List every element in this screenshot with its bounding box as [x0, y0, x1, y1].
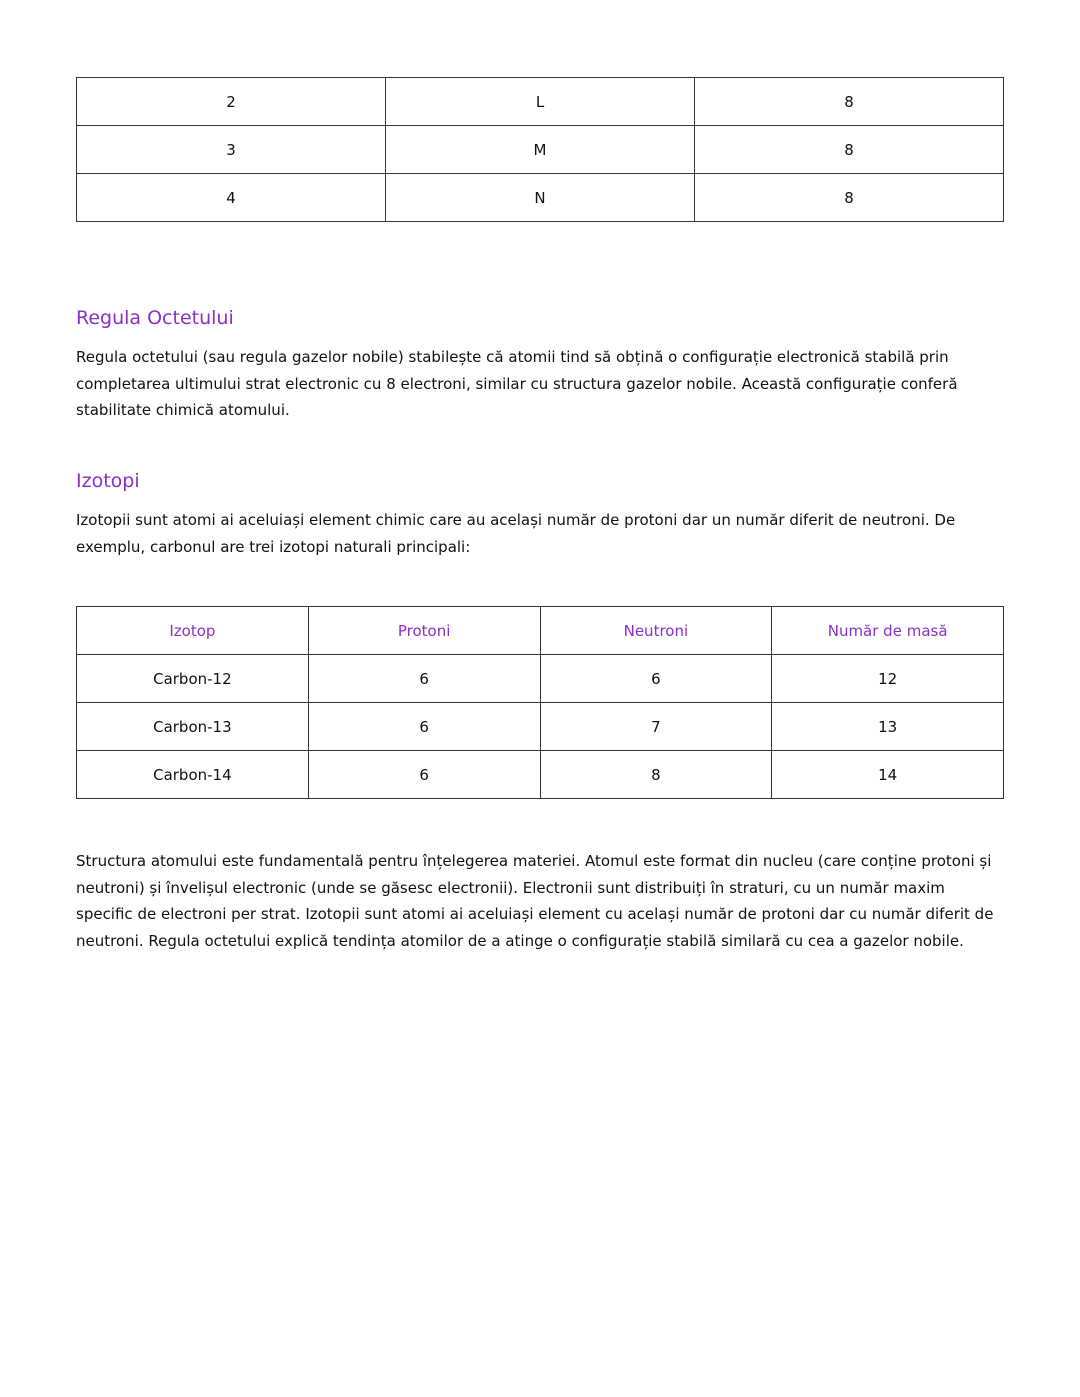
column-header-protons: Protoni [308, 607, 540, 655]
shell-letter-cell: L [386, 78, 695, 126]
isotope-cell: Carbon-12 [77, 655, 309, 703]
table-row [77, 703, 1004, 751]
isotope-cell: Carbon-14 [77, 751, 309, 799]
shell-capacity-cell: 8 [695, 78, 1004, 126]
column-header-mass-number: Număr de masă [772, 607, 1004, 655]
protons-cell: 6 [308, 751, 540, 799]
table-header-row [77, 607, 1004, 655]
shell-number-cell: 4 [77, 174, 386, 222]
table-row [77, 655, 1004, 703]
shell-letter-cell: N [386, 174, 695, 222]
column-header-isotope: Izotop [77, 607, 309, 655]
table-row [77, 126, 1004, 174]
shell-capacity-cell: 8 [695, 174, 1004, 222]
isotopes-paragraph: Izotopii sunt atomi ai aceluiași element chimic care au același număr de protoni dar un număr diferit de neutroni. De exemplu, carbonul are trei izotopi naturali principali: [76, 511, 956, 556]
table-row [77, 751, 1004, 799]
mass-number-cell: 12 [772, 655, 1004, 703]
electron-shells-table [76, 77, 1004, 222]
protons-cell: 6 [308, 655, 540, 703]
table-row [77, 174, 1004, 222]
isotopes-table [76, 606, 1004, 799]
shell-number-cell: 3 [77, 126, 386, 174]
shell-capacity-cell: 8 [695, 126, 1004, 174]
shell-number-cell: 2 [77, 78, 386, 126]
neutrons-cell: 6 [540, 655, 772, 703]
isotopes-heading: Izotopi [76, 470, 140, 492]
octet-rule-heading: Regula Octetului [76, 307, 234, 329]
isotope-cell: Carbon-13 [77, 703, 309, 751]
mass-number-cell: 13 [772, 703, 1004, 751]
octet-rule-paragraph: Regula octetului (sau regula gazelor nobile) stabilește că atomii tind să obțină o configurație electronică stabilă prin completarea ultimului strat electronic cu 8 electroni, similar cu structura gazelor nobile. Această configurație conferă stabilitate chimică atomului. [76, 348, 958, 419]
neutrons-cell: 8 [540, 751, 772, 799]
shell-letter-cell: M [386, 126, 695, 174]
table-row [77, 78, 1004, 126]
mass-number-cell: 14 [772, 751, 1004, 799]
summary-paragraph: Structura atomului este fundamentală pentru înțelegerea materiei. Atomul este format din nucleu (care conține protoni și neutroni) și învelișul electronic (unde se găsesc electronii). Electronii sunt distribuiți în straturi, cu un număr maxim specific de electroni per strat. Izotopii sunt atomi ai aceluiași element cu același număr de protoni dar cu număr diferit de neutroni. Regula octetului explică tendința atomilor de a atinge o configurație stabilă similară cu cea a gazelor nobile. [76, 852, 994, 950]
neutrons-cell: 7 [540, 703, 772, 751]
column-header-neutrons: Neutroni [540, 607, 772, 655]
protons-cell: 6 [308, 703, 540, 751]
